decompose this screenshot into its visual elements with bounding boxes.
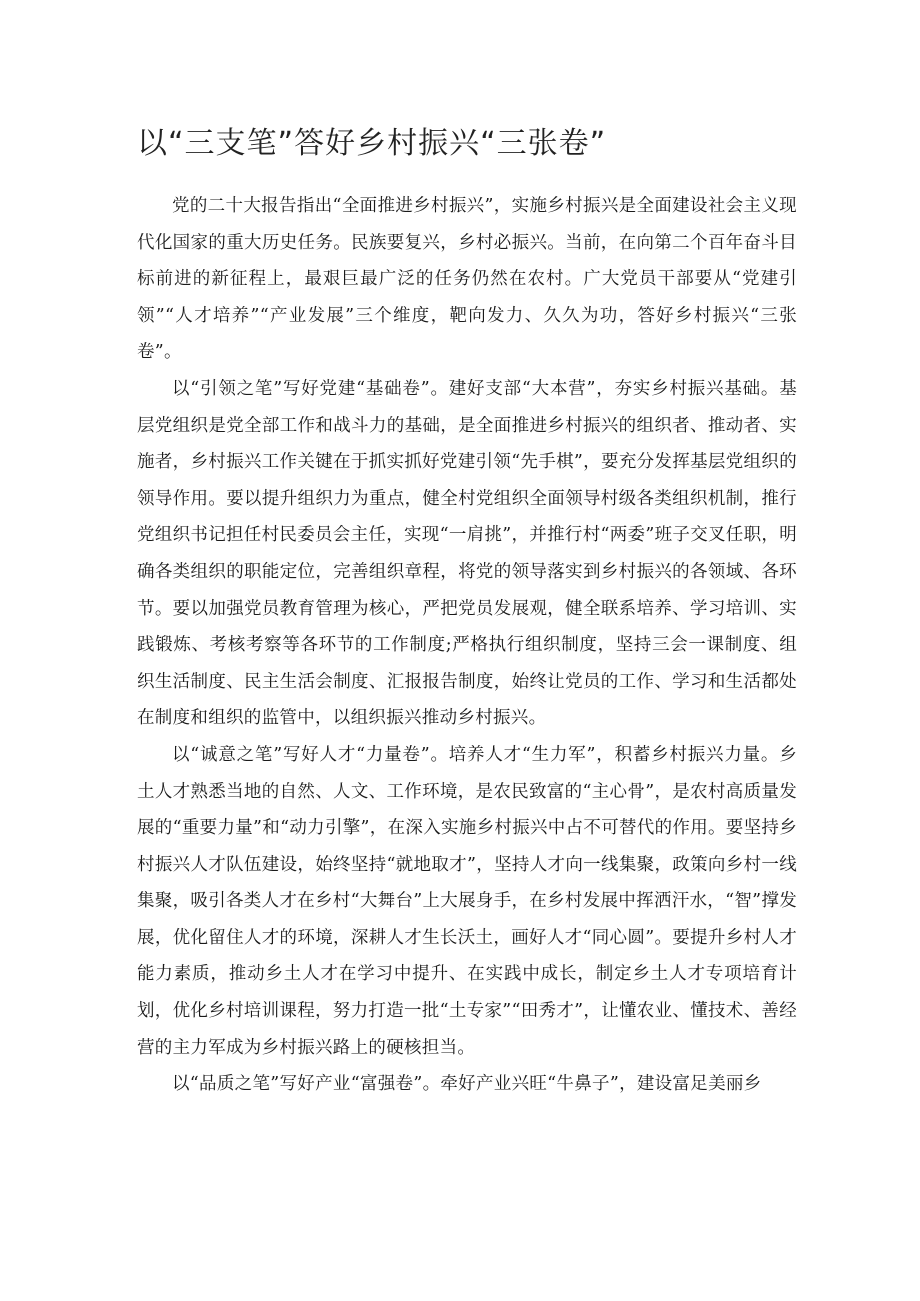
paragraph-talent: 以“诚意之笔”写好人才“力量卷”。培养人才“生力军”，积蓄乡村振兴力量。乡土人才熟悉当地的自然、人文、工作环境，是农民致富的“主心骨”，是农村高质量发展的“重要力量”和“动力引擎”，在深入实施乡村振兴中占不可替代的作用。要坚持乡村振兴人才队伍建设，始终坚持“就地取才”，坚持人才向一线集聚，政策向乡村一线集聚，吸引各类人才在乡村“大舞台”上大展身手，在乡村发展中挥洒汗水，“智”撑发展，优化留住人才的环境，深耕人才生长沃土，画好人才“同心圆”。要提升乡村人才能力素质，推动乡土人才在学习中提升、在实践中成长，制定乡土人才专项培育计划，优化乡村培训课程，努力打造一批“土专家”“田秀才”，让懂农业、懂技术、善经营的主力军成为乡村振兴路上的硬核担当。 [137, 744, 797, 1058]
paragraph-party-building: 以“引领之笔”写好党建“基础卷”。建好支部“大本营”，夯实乡村振兴基础。基层党组织是党全部工作和战斗力的基础，是全面推进乡村振兴的组织者、推动者、实施者，乡村振兴工作关键在于抓实抓好党建引领“先手棋”，要充分发挥基层党组织的领导作用。要以提升组织力为重点，健全村党组织全面领导村级各类组织机制，推行党组织书记担任村民委员会主任，实现“一肩挑”，并推行村“两委”班子交叉任职，明确各类组织的职能定位，完善组织章程，将党的领导落实到乡村振兴的各领域、各环节。要以加强党员教育管理为核心，严把党员发展观，健全联系培养、学习培训、实践锻炼、考核考察等各环节的工作制度;严格执行组织制度，坚持三会一课制度、组织生活制度、民主生活会制度、汇报报告制度，始终让党员的工作、学习和生活都处在制度和组织的监管中，以组织振兴推动乡村振兴。 [137, 378, 797, 729]
paragraph-intro: 党的二十大报告指出“全面推进乡村振兴”，实施乡村振兴是全面建设社会主义现代化国家的重大历史任务。民族要复兴，乡村必振兴。当前，在向第二个百年奋斗目标前进的新征程上，最艰巨最广泛的任务仍然在农村。广大党员干部要从“党建引领”“人才培养”“产业发展”三个维度，靶向发力、久久为功，答好乡村振兴“三张卷”。 [137, 196, 797, 363]
document-body [137, 188, 797, 1103]
document-title: 以“三支笔”答好乡村振兴“三张卷” [137, 126, 607, 161]
paragraph-industry: 以“品质之笔”写好产业“富强卷”。牵好产业兴旺“牛鼻子”，建设富足美丽乡 [172, 1074, 762, 1095]
